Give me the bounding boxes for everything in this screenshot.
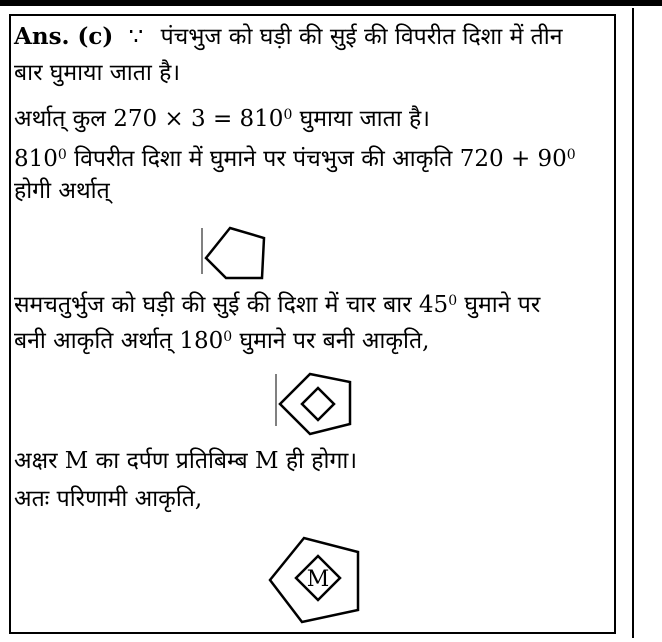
because-symbol: ∵ xyxy=(128,24,144,50)
degree-sup: 0 xyxy=(57,147,67,163)
answer-line-7 xyxy=(14,326,429,356)
answer-prefix: Ans. (c) xyxy=(14,23,114,50)
pentagon-rhombus-m-figure-3 xyxy=(262,534,366,626)
line-7-end: घुमाने पर बनी आकृति, xyxy=(232,328,430,354)
top-border-bar xyxy=(0,0,662,6)
answer-line-9: अतः परिणामी आकृति, xyxy=(14,486,203,512)
right-page-rule xyxy=(632,8,634,638)
line-4-mid: विपरीत दिशा में घुमाने पर पंचभुज की आकृति 720 + 90 xyxy=(66,146,567,172)
answer-line-1 xyxy=(14,22,614,52)
line-4-start: 810 xyxy=(14,146,58,172)
line-7-start: बनी आकृति अर्थात् 180 xyxy=(14,328,224,354)
answer-line-6 xyxy=(14,290,540,320)
answer-line-5: होगी अर्थात् xyxy=(14,178,110,204)
letter-m: M xyxy=(306,567,330,592)
line-6-start: समचतुर्भुज को घड़ी की सुई की दिशा में चार बार 45 xyxy=(14,292,449,318)
pentagon-shape xyxy=(206,228,264,278)
answer-line-8: अक्षर M का दर्पण प्रतिबिम्ब M ही होगा। xyxy=(14,448,358,474)
line-3-end: घुमाया जाता है। xyxy=(292,106,430,132)
rhombus-shape xyxy=(302,388,334,420)
degree-sup: 0 xyxy=(223,329,233,345)
pentagon-shape xyxy=(280,374,350,434)
line-3-start: अर्थात् कुल 270 × 3 = 810 xyxy=(14,106,284,132)
degree-sup: 0 xyxy=(283,107,293,123)
degree-sup: 0 xyxy=(448,293,458,309)
pentagon-figure-1 xyxy=(196,220,276,290)
line-6-end: घुमाने पर xyxy=(457,292,541,318)
degree-sup: 0 xyxy=(566,147,576,163)
answer-line-1-text: पंचभुज को घड़ी की सुई की विपरीत दिशा में तीन xyxy=(160,24,563,50)
answer-line-2: बार घुमाया जाता है। xyxy=(14,60,181,86)
pentagon-rhombus-figure-2 xyxy=(270,366,360,438)
answer-line-4 xyxy=(14,144,576,174)
answer-line-3 xyxy=(14,104,430,134)
